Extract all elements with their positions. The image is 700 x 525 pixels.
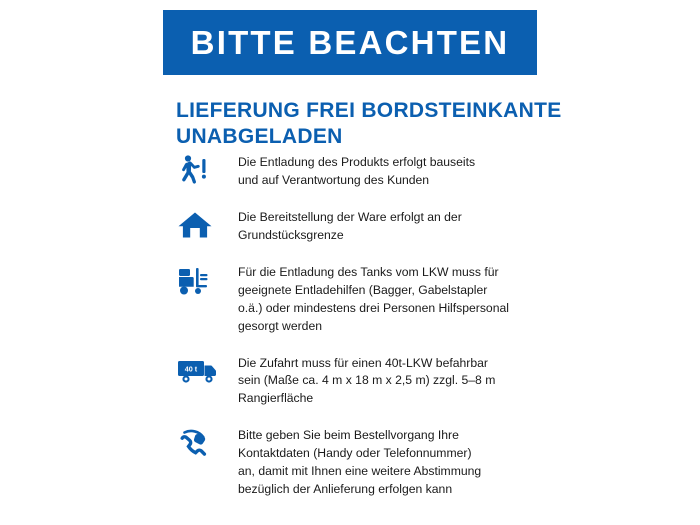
banner-title: BITTE BEACHTEN [190, 24, 510, 61]
phone-icon [176, 425, 238, 461]
house-icon [176, 207, 238, 241]
banner [163, 10, 537, 75]
page-title [176, 98, 596, 149]
truck-40t-icon [176, 353, 238, 387]
list-item-text: Bitte geben Sie beim Bestellvorgang Ihre Kontaktdaten (Handy oder Telefonnummer) an, damit mit Ihnen eine weitere Abstimmung bezüglich der Anlieferung erfolgen kann [238, 428, 482, 497]
page-title-line1: LIEFERUNG FREI BORDSTEINKANTE [176, 99, 562, 122]
list-item [176, 152, 596, 190]
list-item [176, 425, 596, 499]
list-item-text: Die Zufahrt muss für einen 40t-LKW befahrbar sein (Maße ca. 4 m x 18 m x 2,5 m) zzgl. 5–8 m Rangierfläche [238, 355, 496, 406]
notice-list [176, 152, 596, 516]
forklift-icon [176, 262, 238, 298]
list-item-text: Die Bereitstellung der Ware erfolgt an der Grundstücksgrenze [238, 209, 462, 242]
list-item [176, 262, 596, 336]
list-item-text: Für die Entladung des Tanks vom LKW muss für geeignete Entladehilfen (Bagger, Gabelstapler o.ä.) oder mindestens drei Personen Hilfspersonal gesorgt werden [238, 264, 509, 333]
list-item-text: Die Entladung des Produkts erfolgt bauseits und auf Verantwortung des Kunden [238, 155, 476, 187]
pedestrian-warning-icon [176, 152, 238, 188]
list-item [176, 353, 596, 409]
truck-badge-label: 40 t [184, 364, 198, 373]
page-title-line2: UNABGELADEN [176, 124, 343, 148]
list-item [176, 207, 596, 245]
